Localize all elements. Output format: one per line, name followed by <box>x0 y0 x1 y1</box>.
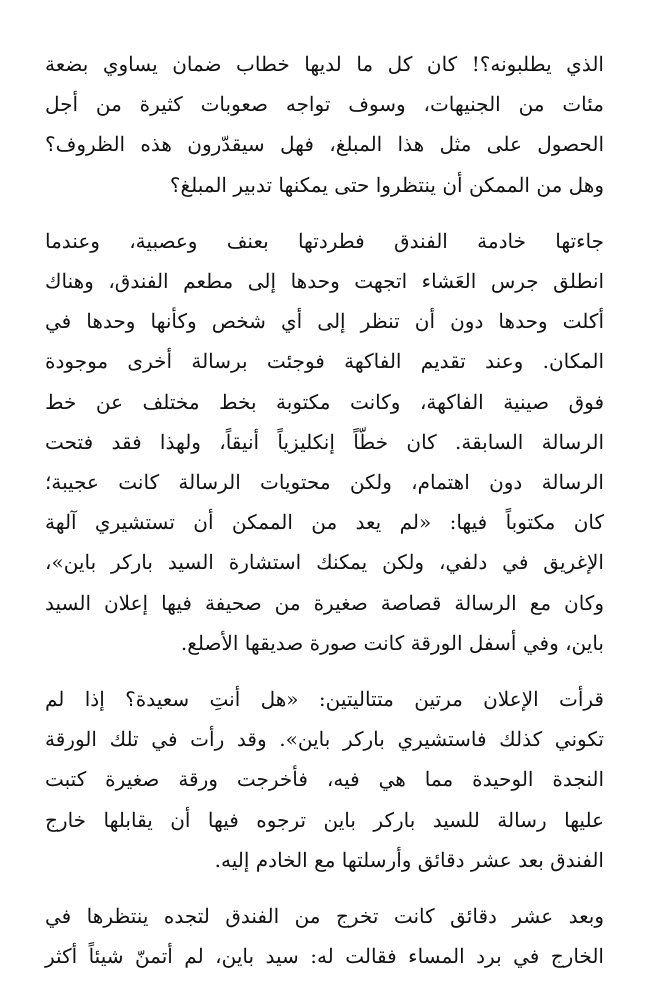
text-line: وهل من الممكن أن ينتظروا حتى يمكنها تدبير المبلغ؟ <box>169 172 604 197</box>
paragraph-4 <box>45 896 604 976</box>
text-line: الخارج في برد المساء فقالت له: سيد باين، لم أتمنّ شيئاً أكثر <box>45 944 604 969</box>
text-line: فوق صينية الفاكهة، وكانت مكتوبة بخط مختلف عن خط <box>45 389 604 414</box>
paragraph-3 <box>45 679 604 880</box>
text-line: وبعد عشر دقائق كانت تخرج من الفندق لتجده ينتظرها في <box>45 904 604 929</box>
text-line: كان مكتوباً فيها: «لم يعد من الممكن أن تستشيري آلهة <box>45 510 604 535</box>
text-line: تكوني كذلك فاستشيري باركر باين». وقد رأت في تلك الورقة <box>45 727 604 752</box>
text-line: وكان مع الرسالة قصاصة صغيرة من صحيفة فيها إعلان السيد <box>45 590 604 615</box>
text-line: المكان. وعند تقديم الفاكهة فوجئت برسالة أخرى موجودة <box>45 349 604 374</box>
text-line: الحصول على مثل هذا المبلغ، فهل سيقدّرون هذه الظروف؟ <box>45 132 604 157</box>
text-line: أكلت وحدها دون أن تنظر إلى أي شخص وكأنها وحدها في <box>45 309 604 334</box>
text-line: النجدة الوحيدة مما هي فيه، فأخرجت ورقة صغيرة كتبت <box>45 767 604 792</box>
text-line: الفندق بعد عشر دقائق وأرسلتها مع الخادم إليه. <box>214 847 604 872</box>
text-line: جاءتها خادمة الفندق فطردتها بعنف وعصبية، وعندما <box>45 228 604 253</box>
text-line: انطلق جرس العَشاء اتجهت وحدها إلى مطعم الفندق، وهناك <box>45 269 604 294</box>
text-line: الرسالة السابقة. كان خطّاً إنكليزياً أنيقاً، ولهذا فقد فتحت <box>45 429 604 454</box>
text-line: باين، وفي أسفل الورقة كانت صورة صديقها الأصلع. <box>180 630 604 655</box>
paragraph-2 <box>45 221 604 663</box>
text-line: مئات من الجنيهات، وسوف تواجه صعوبات كثيرة من أجل <box>45 92 604 117</box>
paragraph-1 <box>45 44 604 205</box>
text-line: الإغريق في دلفي، ولكن يمكنك استشارة السيد باركر باين»، <box>45 550 604 575</box>
text-line: الذي يطلبونه؟! كان كل ما لديها خطاب ضمان يساوي بضعة <box>45 52 604 76</box>
text-line: الرسالة دون اهتمام، ولكن محتويات الرسالة كانت عجيبة؛ <box>45 470 604 495</box>
text-line: عليها رسالة للسيد باركر باين ترجوه فيها أن يقابلها خارج <box>45 807 604 832</box>
text-line: قرأت الإعلان مرتين متتاليتين: «هل أنتِ سعيدة؟ إذا لم <box>45 687 604 712</box>
book-page <box>45 44 604 976</box>
